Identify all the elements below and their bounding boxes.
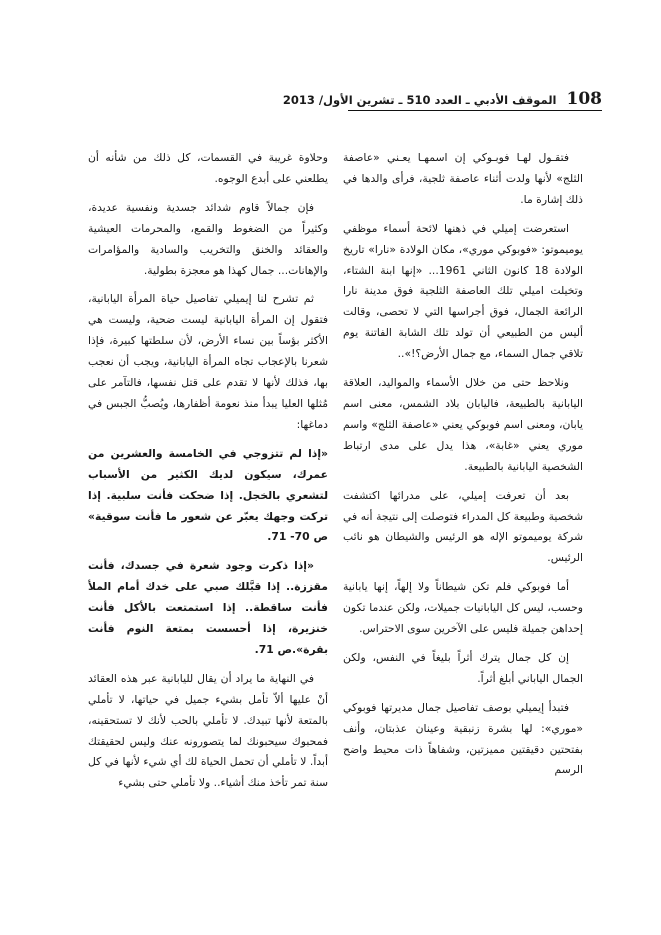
bold-quote: «إذا لم تتزوجي في الخامسة والعشرين من عمرك، سيكون لديك الكثير من الأسباب لتشعري بالخجل. إذا ضحكت فأنت سلبية. إذا تركت وجهك يعبّر عن شعور ما فأنت سوقية» ص 70- 71. (88, 446, 328, 544)
paragraph: وحلاوة غريبة في القسمات، كل ذلك من شأنه أن يطلعني على أبدع الوجوه. (88, 151, 328, 185)
paragraph: ثم تشرح لنا إيميلي تفاصيل حياة المرأة اليابانية، فتقول إن المرأة اليابانية ليست ضحية، وليست هي الأكثر بؤساً بين نساء الأرض، لأن سلطتها كبيرة، فإذا شعرنا بالإعجاب تجاه المرأة اليابانية، ويجب أن نعجب بها، فذلك لأنها لا تقدم على قتل نفسها، فالتآمر على مُثلها العليا يبدأ منذ نعومة أظفارها، ويُصبُّ الجبس في دماغها: (88, 292, 328, 431)
left-column (88, 148, 328, 802)
paragraph: استعرضت إميلي في ذهنها لائحة أسماء موظفي يوميموتو: «فوبوكي موري»، مكان الولادة «نارا» تاريخ الولادة 18 كانون الثاني 1961... «إنها ابنة الشتاء، وتخيلت اميلي تلك العاصفة الثلجية فوق مدينة نارا الرائعة الجمال، فوق أجراسها التي لا تحصى، وقالت أليس من الطبيعي أن تولد تلك الشابة الفاتنة يوم تلاقي جمال السماء، مع جمال الأرض؟!».. (343, 221, 583, 361)
running-header (282, 83, 602, 109)
paragraph: فإن جمالاً قاوم شدائد جسدية ونفسية عديدة، وكثيراً من الضغوط والقمع، والمحرمات العيشية والعقائد والخنق والتخريب والسادية والمؤامرات والإهانات... جمال كهذا هو معجزة بطولية. (88, 200, 328, 277)
paragraph: في النهاية ما يراد أن يقال لليابانية عبر هذه العقائد أنْ عليها ألاّ تأمل بشيء جميل في حياتها، لا تأملي بالمتعة لأنها تبيدك. لا تأملي بالحب لأنك لا تستحقينه، فمحبوك سيحبونك لما يتصورونه عنك وليس لحقيقتك أبداً. لا تأملي أن تحمل الحياة لك أي شيء لأنها في كل سنة تمر تأخذ منك أشياء.. ولا تأملي حتى بشيء (88, 671, 328, 790)
page-number: 108 (566, 89, 602, 109)
right-column (343, 148, 583, 789)
paragraph: أما فوبوكي فلم تكن شيطاناً ولا إلهاً، إنها يابانية وحسب، ليس كل اليابانيات جميلات، ولكن عندما تكون إحداهن جميلة فليس على الآخرين سوى الاحتراس. (343, 580, 583, 636)
paragraph: بعد أن تعرفت إميلي، على مدرائها اكتشفت شخصية وطبيعة كل المدراء فتوصلت إلى نتيجة أنه في شركة يوميموتو الإله هو الرئيس والشيطان هو نائب الرئيس. (343, 488, 583, 565)
paragraph: إن كل جمال يترك أثراً بليغاً في النفس، ولكن الجمال الياباني أبلغ أثراً. (343, 650, 583, 685)
journal-title: الموقف الأدبي ـ العدد 510 ـ تشرين الأول/ 2013 (282, 93, 557, 107)
bold-quote: «إذا ذكرت وجود شعرة في جسدك، فأنت مقززة.. إذا قبَّلك صبي على خدك أمام الملأ فأنت ساقطة.. إذا استمتعت بالأكل فأنت خنزيرة، إذا أحسست بمتعة النوم فأنت بقرة».ص 71. (88, 559, 328, 656)
paragraph: ونلاحظ حتى من خلال الأسماء والمواليد، العلاقة اليابانية بالطبيعة، فاليابان بلاد الشمس، معنى اسم يابان، ومعنى اسم فوبوكي يعني «عاصفة الثلج» واسم موري يعني «غابة»، هذا يدل على مدى ارتباط الشخصية اليابانية بالطبيعة. (343, 376, 583, 473)
paragraph: فتقـول لهـا فوبـوكي إن اسمهـا يعـني «عاصفة الثلج» لأنها ولدت أثناء عاصفة ثلجية، فرأى والدها في ذلك إشارة ما. (343, 151, 583, 206)
header-rule (348, 110, 602, 111)
paragraph: فتبدأ إيميلي بوصف تفاصيل جمال مديرتها فوبوكي «موري»: لها بشرة زنبقية وعينان عذبتان، وأنف بفتحتين دقيقتين مميزتين، وشفاهاً ذات محيط واضح الرسم (343, 700, 583, 777)
